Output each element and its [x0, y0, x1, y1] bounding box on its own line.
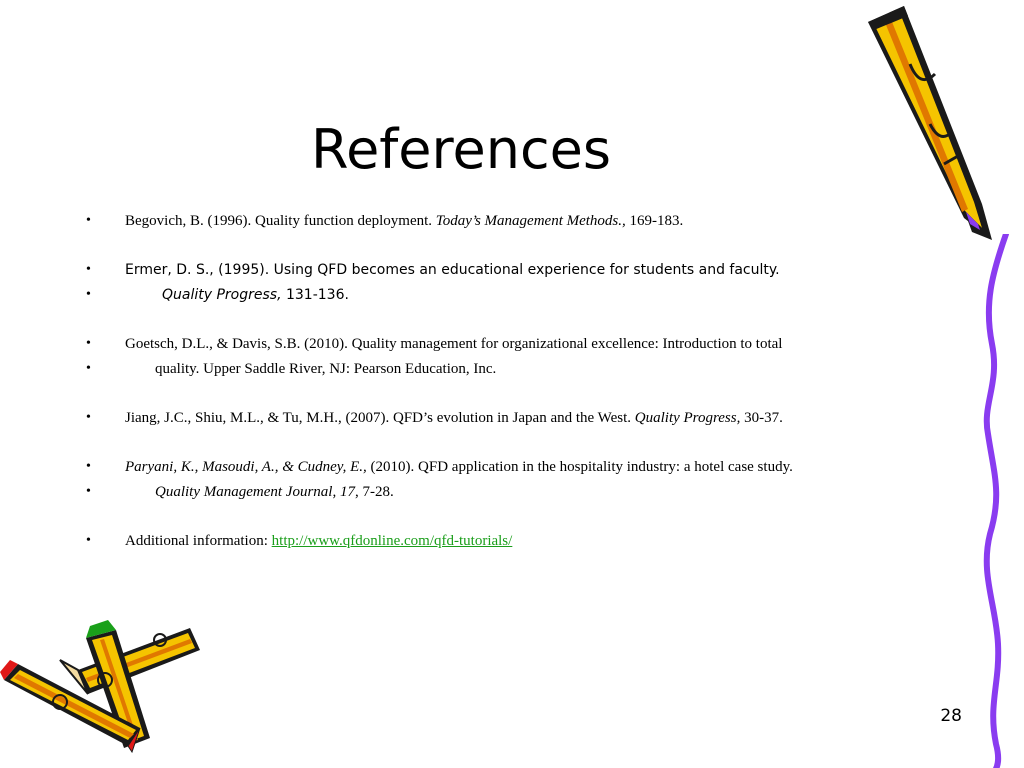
bullet: •	[86, 484, 91, 499]
bullet: •	[86, 336, 91, 351]
slide-title: References	[310, 118, 612, 181]
reference-text: Goetsch, D.L., & Davis, S.B. (2010). Quality management for organizational excellence: Introduction to total	[125, 336, 783, 352]
reference-text: Quality Management Journal, 17, 7-28.	[155, 484, 394, 500]
bullet: •	[86, 287, 91, 302]
reference-text: Paryani, K., Masoudi, A., & Cudney, E., (2010). QFD application in the hospitality industry: a hotel case study.	[125, 459, 793, 475]
squiggle-line-right	[962, 234, 1022, 768]
bullet: •	[86, 459, 91, 474]
page-number: 28	[940, 706, 962, 726]
reference-text: quality. Upper Saddle River, NJ: Pearson Education, Inc.	[155, 361, 497, 377]
bullet: •	[86, 533, 91, 548]
bullet: •	[86, 410, 91, 425]
reference-text: Ermer, D. S., (1995). Using QFD becomes an educational experience for students and faculty.	[125, 262, 780, 278]
bullet: •	[86, 361, 91, 376]
bullet: •	[86, 213, 91, 228]
qfd-tutorials-link[interactable]: http://www.qfdonline.com/qfd-tutorials/	[271, 533, 513, 549]
bullet: •	[86, 262, 91, 277]
reference-text: Quality Progress, 131-136.	[162, 287, 349, 303]
crossed-pencils-icon	[0, 620, 210, 760]
reference-text: Jiang, J.C., Shiu, M.L., & Tu, M.H., (2007). QFD’s evolution in Japan and the West. Quality Progress, 30-37.	[125, 410, 783, 426]
reference-text: Begovich, B. (1996). Quality function deployment. Today’s Management Methods., 169-183.	[125, 213, 684, 229]
reference-text: Additional information: http://www.qfdonline.com/qfd-tutorials/	[125, 533, 513, 549]
